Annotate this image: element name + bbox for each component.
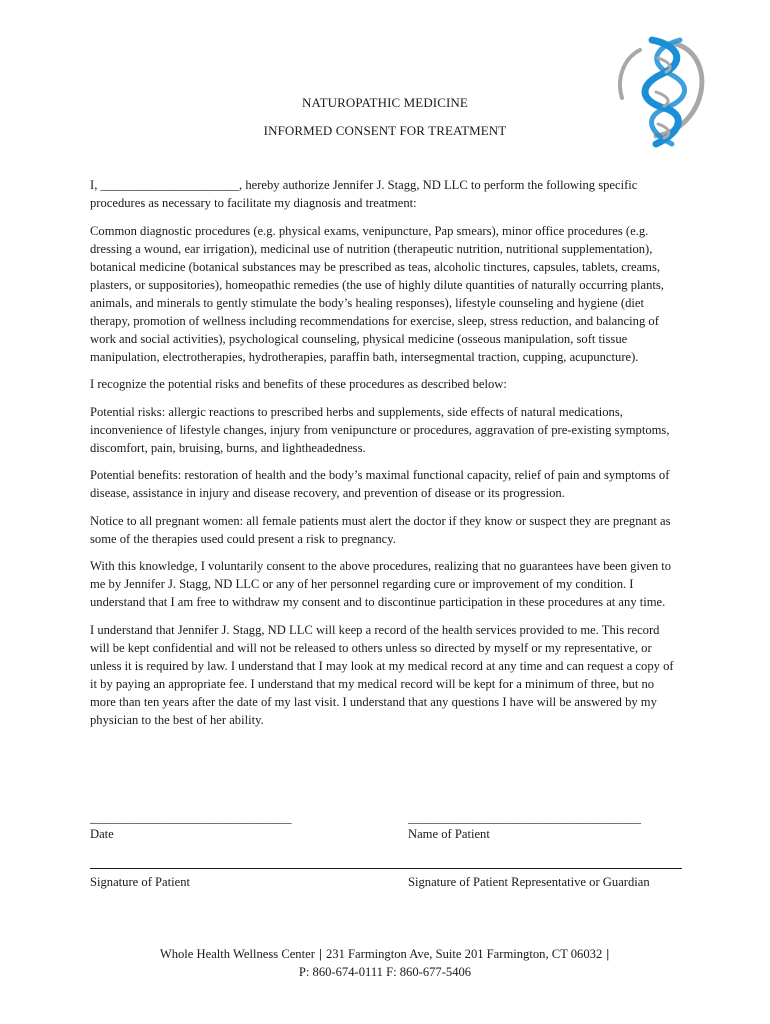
guardian-signature-label: Signature of Patient Representative or Guardian [408,875,650,889]
pregnancy-notice-paragraph: Notice to all pregnant women: all female patients must alert the doctor if they know or suspect they are pregnant as some of the therapies used could present a risk to pregnancy. [90,513,671,546]
date-signature-field[interactable] [90,810,292,842]
document-title: NATUROPATHIC MEDICINE [302,95,468,110]
date-label: Date [90,827,114,841]
clinic-address: 231 Farmington Ave, Suite 201 Farmington, CT 06032 [326,947,603,961]
patient-signature-field[interactable] [90,874,190,890]
footer-address-line [0,945,770,963]
patient-name-field[interactable] [408,810,641,842]
patient-signature-label: Signature of Patient [90,875,191,889]
consent-body [90,176,682,738]
patient-name-label: Name of Patient [408,827,490,841]
guardian-signature-field[interactable] [408,874,650,890]
footer-phone-line: P: 860-674-0111 F: 860-677-5406 [298,965,472,979]
document-subtitle: INFORMED CONSENT FOR TREATMENT [263,123,507,138]
consent-paragraph: With this knowledge, I voluntarily consent to the above procedures, realizing that no guarantees have been given to me by Jennifer J. Stagg, ND LLC or any of her personnel regarding cure or improvement of my condition. I understand that I am free to withdraw my consent and to discontinue participation in these procedures at any time. [90,559,672,609]
clinic-name: Whole Health Wellness Center [159,947,315,961]
footer-separator: | [319,947,322,961]
risks-paragraph: Potential risks: allergic reactions to prescribed herbs and supplements, side effects of natural medications, inconvenience of lifestyle changes, injury from venipuncture or procedures, aggravation of pre-existing symptoms, discomfort, pain, bruising, burns, and lightheadedness. [90,404,670,455]
benefits-paragraph: Potential benefits: restoration of health and the body’s maximal functional capacity, relief of pain and symptoms of disease, assistance in injury and disease recovery, and prevention of disease or its progression. [90,468,670,500]
procedures-paragraph: Common diagnostic procedures (e.g. physical exams, venipuncture, Pap smears), minor office procedures (e.g. dressing a wound, ear irrigation), medicinal use of nutrition (therapeutic nutrition, nutritional supplementation), botanical medicine (botanical substances may be prescribed as teas, alcoholic tinctures, capsules, tablets, creams, plasters, or suppositories), homeopathic remedies (the use of highly dilute quantities of naturally occurring plants, animals, and minerals to gently stimulate the body’s healing responses), lifestyle counseling and hygiene (diet therapy, promotion of wellness including recommendations for exercise, sleep, stress reduction, and balancing of work and social activities), psychological counseling, physical medicine (osseous manipulation, soft tissue manipulation, electrotherapies, hydrotherapies, paraffin bath, intersegmental traction, cupping, acupuncture). [90,223,664,364]
patient-name-line: _____________________________________ [408,811,641,825]
authorization-paragraph: I, ______________________, hereby authorize Jennifer J. Stagg, ND LLC to perform the following specific procedures as necessary to facilitate my diagnosis and treatment: [90,178,638,210]
footer-separator-end: | [606,947,610,961]
records-paragraph: I understand that Jennifer J. Stagg, ND LLC will keep a record of the health services provided to me. This record will be kept confidential and will not be released to others unless so directed by myself or my representative, or unless it is required by law. I understand that I may look at my medical record at any time and can request a copy of it by paying an appropriate fee. I understand that my medical record will be kept for a minimum of three, but no more than ten years after the date of my last visit. I understand that any questions I have will be answered by my physician to the best of her ability. [90,622,674,727]
footer [0,945,770,981]
date-line: ________________________________ [90,811,292,825]
signature-divider-line [90,868,682,869]
recognize-paragraph: I recognize the potential risks and benefits of these procedures as described below: [90,377,507,391]
